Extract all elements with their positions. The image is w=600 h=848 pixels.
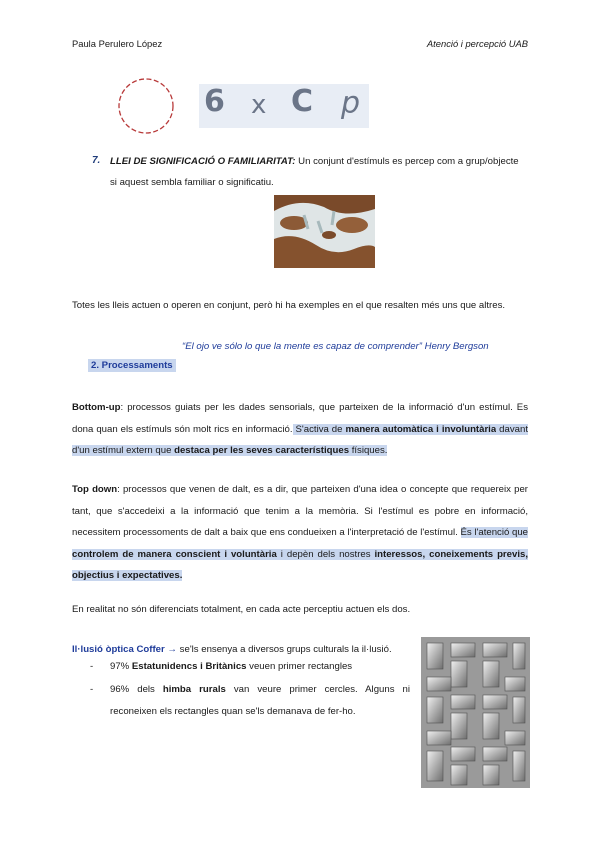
bottom-up-term: Bottom-up bbox=[72, 402, 121, 413]
paragraph-top-down bbox=[72, 479, 528, 587]
coffer-intro-text: se'ls ensenya a diversos grups culturals la il·lusió. bbox=[177, 644, 392, 655]
top-down-highlight-2: controlem de manera conscient i voluntària bbox=[72, 548, 277, 560]
coffer-intro bbox=[72, 639, 412, 661]
top-down-highlight-1: És l'atenció que bbox=[460, 527, 529, 538]
bullet-2-post: van veure primer cercles. Alguns ni bbox=[225, 684, 410, 695]
captcha-char-1: 6 bbox=[204, 84, 225, 119]
law-text-a: Un conjunt d'estímuls es percep com a grup/objecte bbox=[298, 156, 519, 167]
captcha-image bbox=[199, 84, 369, 128]
top-down-highlight-3: i depèn dels nostres bbox=[276, 548, 375, 560]
law-number: 7. bbox=[92, 155, 101, 166]
top-down-text: : processos que venen de dalt, es a dir, que parteixen d'una idea o concepte que requereix per tant, que s'accedeixi a la informació que tenim a la memòria. Si l'estímul es pobre en informació, necessitem processoments de dalt a baix que ens condueixen a l'interpretació de l'estímul. bbox=[72, 484, 528, 538]
paragraph-bottom-up bbox=[72, 397, 528, 462]
dalmatian-snow-photo bbox=[274, 195, 375, 268]
paragraph-together: Totes les lleis actuen o operen en conjunt, però hi ha exemples en el que resalten més uns que altres. bbox=[72, 300, 506, 311]
bullet-1-bold: Estatunidencs i Britànics bbox=[131, 661, 247, 672]
header-course: Atenció i percepció UAB bbox=[426, 38, 528, 49]
bottom-up-highlight-5: físiques. bbox=[349, 445, 388, 456]
law-text-b: si aquest sembla familiar o significatiu. bbox=[110, 177, 274, 188]
bullet-dash-2: - bbox=[90, 684, 94, 695]
bullet-2-pre: 96% dels bbox=[110, 684, 163, 695]
captcha-char-2: x bbox=[251, 90, 267, 120]
captcha-char-3: C bbox=[291, 84, 314, 119]
bullet-1-pre: 97% bbox=[110, 661, 132, 672]
coffer-illusion-image bbox=[421, 637, 530, 788]
dashed-circle-figure bbox=[116, 76, 176, 136]
bottom-up-highlight-2: manera automàtica i involuntària bbox=[345, 423, 497, 435]
header-author: Paula Perulero López bbox=[72, 38, 163, 49]
bullet-dash-1: - bbox=[90, 661, 94, 672]
law-description bbox=[110, 155, 528, 169]
section-title-processaments: 2. Processaments bbox=[88, 359, 176, 372]
bottom-up-highlight-4: destaca per les seves característiques bbox=[174, 445, 350, 456]
bottom-up-highlight-1: S'activa de bbox=[292, 423, 346, 435]
bullet-1-text bbox=[110, 661, 410, 672]
bullet-1-post: veuen primer rectangles bbox=[246, 661, 353, 672]
top-down-term: Top down bbox=[72, 484, 118, 495]
bottom-up-highlight-3: davant d'un estímul extern que bbox=[72, 423, 528, 456]
paragraph-reality: En realitat no són diferenciats totalment, en cada acte perceptiu actuen els dos. bbox=[72, 604, 411, 615]
bullet-2-text-line2: reconeixen els rectangles quan se'ls demanava de fer-ho. bbox=[110, 706, 356, 717]
law-title: LLEI DE SIGNIFICACIÓ O FAMILIARITAT: bbox=[110, 156, 296, 167]
bottom-up-text: : processos guiats per les dades sensorials, que parteixen de la informació d'un estímul. Es dona quan els estímuls són molt rics en informació. bbox=[72, 402, 528, 435]
top-down-highlight-4: interessos, coneixements previs, objectius i expectatives. bbox=[72, 548, 528, 581]
bullet-2-text bbox=[110, 684, 410, 695]
bullet-2-bold: himba rurals bbox=[162, 684, 226, 695]
coffer-term: Il·lusió òptica Coffer → bbox=[72, 644, 178, 655]
bergson-quote: “El ojo ve sólo lo que la mente es capaz de comprender” Henry Bergson bbox=[182, 341, 489, 352]
captcha-char-4: p bbox=[341, 86, 361, 121]
